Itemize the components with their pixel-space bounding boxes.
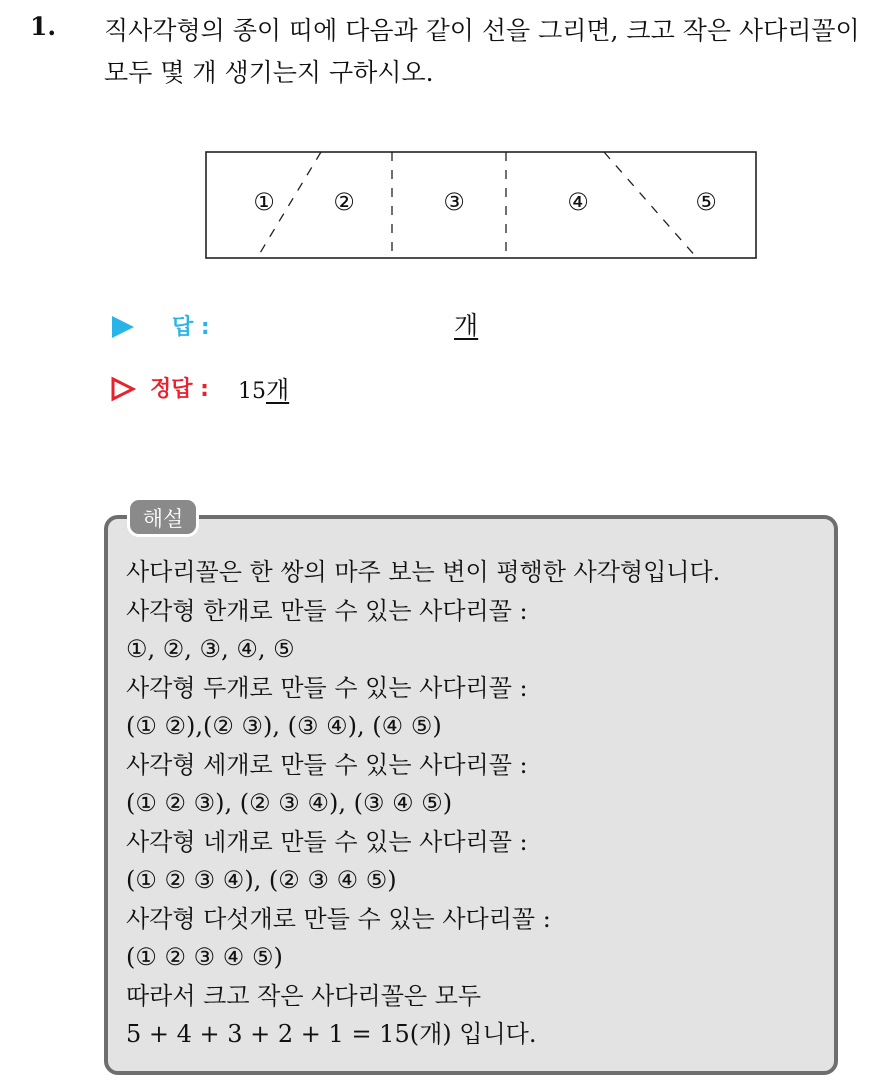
play-arrow-icon [112, 316, 134, 338]
region-label-2: ② [333, 188, 355, 216]
cut-line-4 [604, 152, 697, 258]
correct-answer-unit: 개 [266, 376, 290, 404]
explanation-tab: 해설 [127, 497, 199, 537]
correct-answer-value [238, 370, 289, 405]
explanation-line: 사다리꼴은 한 쌍의 마주 보는 변이 평행한 사각형입니다. [126, 558, 721, 586]
region-label-1: ① [253, 188, 275, 216]
explanation-line: 사각형 다섯개로 만들 수 있는 사다리꼴 : [126, 904, 551, 933]
question-number: 1. [30, 12, 57, 41]
trapezoid-strip-diagram [200, 146, 760, 264]
explanation-line: (① ②),(② ③), (③ ④), (④ ⑤) [126, 712, 442, 740]
answer-row [108, 306, 528, 346]
explanation-line: (① ② ③ ④), (② ③ ④ ⑤) [126, 866, 397, 894]
explanation-line: 사각형 한개로 만들 수 있는 사다리꼴 : [126, 596, 528, 625]
explanation-line: 5 + 4 + 3 + 2 + 1 = 15(개) 입니다. [126, 1020, 537, 1048]
outline-arrow-icon [110, 376, 136, 402]
explanation-line: 사각형 세개로 만들 수 있는 사다리꼴 : [126, 750, 528, 779]
explanation-line: 사각형 네개로 만들 수 있는 사다리꼴 : [126, 827, 528, 856]
question-line-1: 직사각형의 종이 띠에 다음과 같이 선을 그리면, 크고 작은 사다리꼴이 [104, 16, 860, 45]
region-label-3: ③ [443, 188, 465, 216]
correct-answer-row [108, 368, 528, 408]
explanation-text [126, 553, 836, 1054]
correct-answer-label: 정답 : [150, 377, 209, 402]
question-text [104, 10, 874, 94]
explanation-line: ①, ②, ③, ④, ⑤ [126, 635, 295, 663]
region-label-5: ⑤ [695, 188, 717, 216]
question-line-2: 모두 몇 개 생기는지 구하시오. [104, 58, 434, 87]
region-label-4: ④ [567, 188, 589, 216]
explanation-line: (① ② ③), (② ③ ④), (③ ④ ⑤) [126, 789, 453, 817]
correct-answer-number: 15 [238, 379, 266, 404]
answer-unit: 개 [454, 311, 479, 340]
explanation-line: 따라서 크고 작은 사다리꼴은 모두 [126, 981, 482, 1010]
answer-label: 답 : [172, 315, 210, 340]
explanation-line: (① ② ③ ④ ⑤) [126, 943, 283, 971]
explanation-line: 사각형 두개로 만들 수 있는 사다리꼴 : [126, 673, 528, 702]
